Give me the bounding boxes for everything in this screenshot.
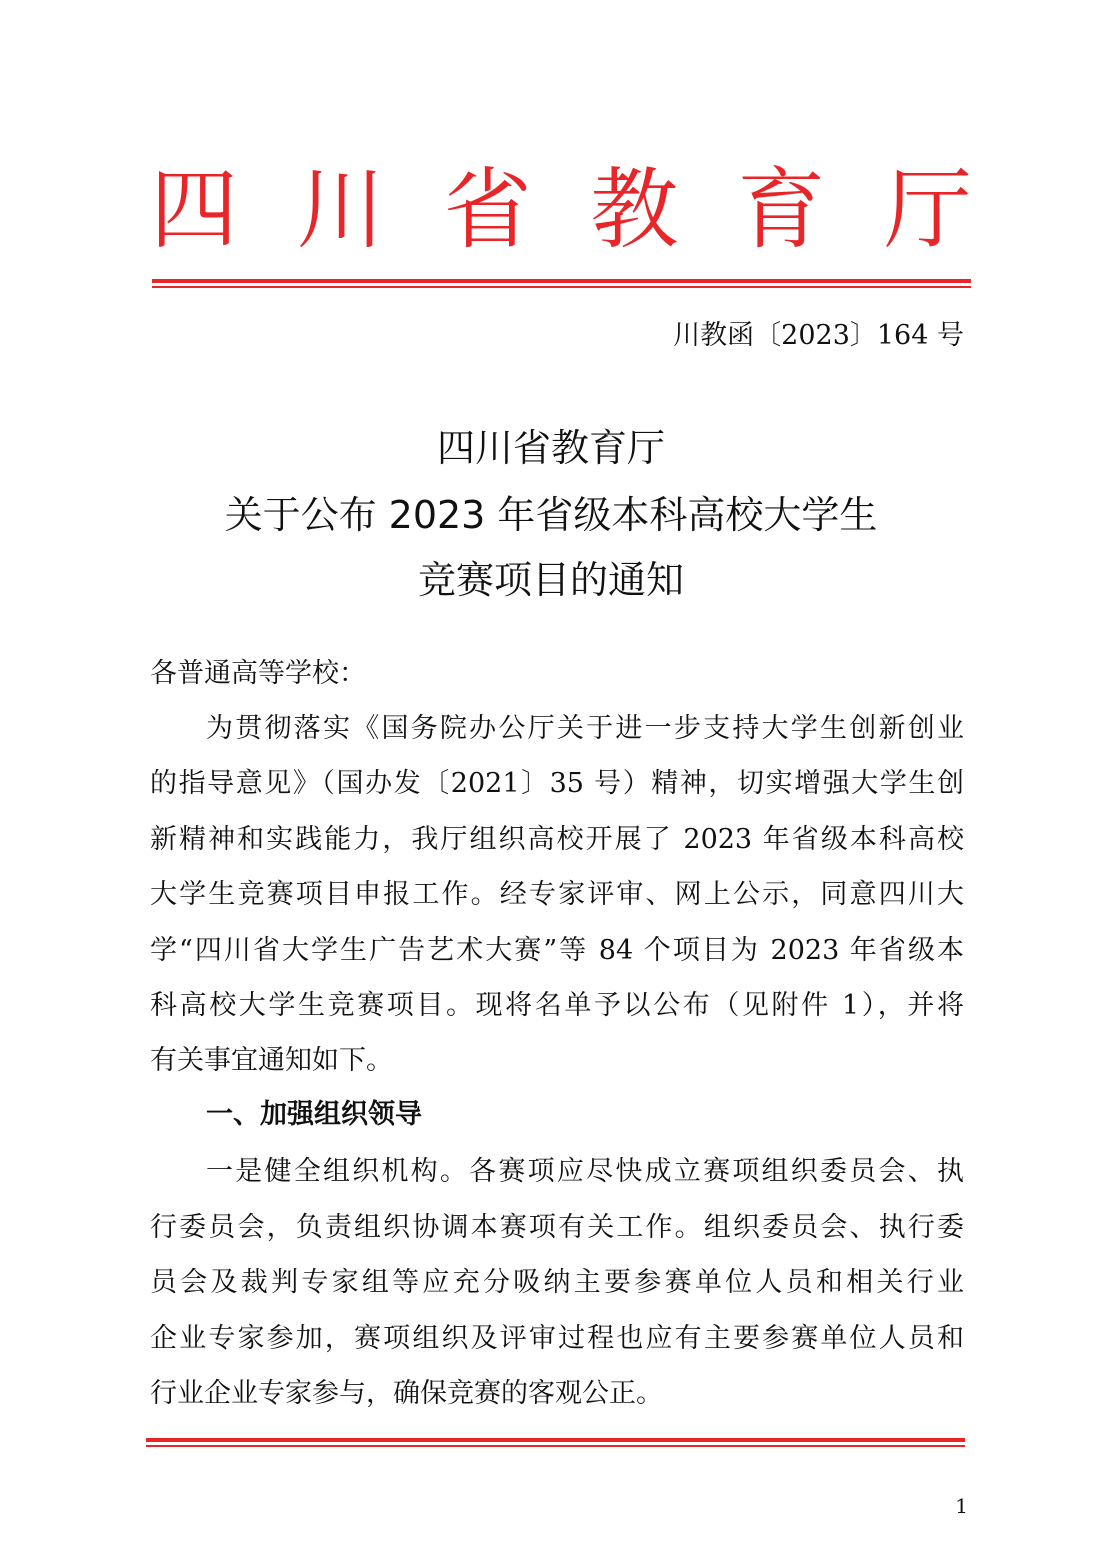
- paragraph-line: 一是健全组织机构。各赛项应尽快成立赛项组织委员会、执: [206, 1156, 964, 1187]
- title-line: 竞赛项目的通知: [417, 558, 684, 602]
- masthead: [150, 160, 972, 260]
- title-line: 关于公布 2023 年省级本科高校大学生: [224, 493, 878, 537]
- section-heading: 一、加强组织领导: [206, 1099, 422, 1130]
- paragraph-line: 的指导意见》（国办发〔2021〕35 号）精神，切实增强大学生创: [150, 768, 964, 799]
- title-line: 四川省教育厅: [436, 426, 665, 470]
- masthead-char: 省: [443, 158, 532, 261]
- paragraph-line: 学“四川省大学生广告艺术大赛”等 84 个项目为 2023 年省级本: [150, 935, 964, 966]
- masthead-char: 川: [296, 158, 385, 261]
- page-number: 1: [955, 1494, 968, 1518]
- header-rule-thin: [152, 286, 971, 288]
- paragraph-line: 有关事宜通知如下。: [150, 1045, 393, 1076]
- paragraph-line: 新精神和实践能力，我厅组织高校开展了 2023 年省级本科高校: [150, 824, 964, 855]
- paragraph-line: 为贯彻落实《国务院办公厅关于进一步支持大学生创新创业: [206, 713, 964, 744]
- masthead-char: 厅: [883, 158, 972, 261]
- paragraph-line: 员会及裁判专家组等应充分吸纳主要参赛单位人员和相关行业: [150, 1267, 964, 1298]
- header-rule-thick: [152, 279, 971, 283]
- salutation: 各普通高等学校：: [150, 658, 366, 689]
- paragraph-line: 行委员会，负责组织协调本赛项有关工作。组织委员会、执行委: [150, 1212, 964, 1243]
- masthead-char: 育: [737, 158, 826, 261]
- masthead-char: 教: [590, 158, 679, 261]
- footer-rule-thick: [146, 1438, 965, 1442]
- footer-rule-thin: [146, 1445, 965, 1447]
- document-number: 川教函〔2023〕164 号: [673, 320, 964, 351]
- paragraph-line: 企业专家参加，赛项组织及评审过程也应有主要参赛单位人员和: [150, 1323, 964, 1354]
- paragraph-line: 科高校大学生竞赛项目。现将名单予以公布（见附件 1），并将: [150, 990, 964, 1021]
- masthead-char: 四: [150, 158, 239, 261]
- paragraph-line: 大学生竞赛项目申报工作。经专家评审、网上公示，同意四川大: [150, 879, 964, 910]
- paragraph-line: 行业企业专家参与，确保竞赛的客观公正。: [150, 1378, 663, 1409]
